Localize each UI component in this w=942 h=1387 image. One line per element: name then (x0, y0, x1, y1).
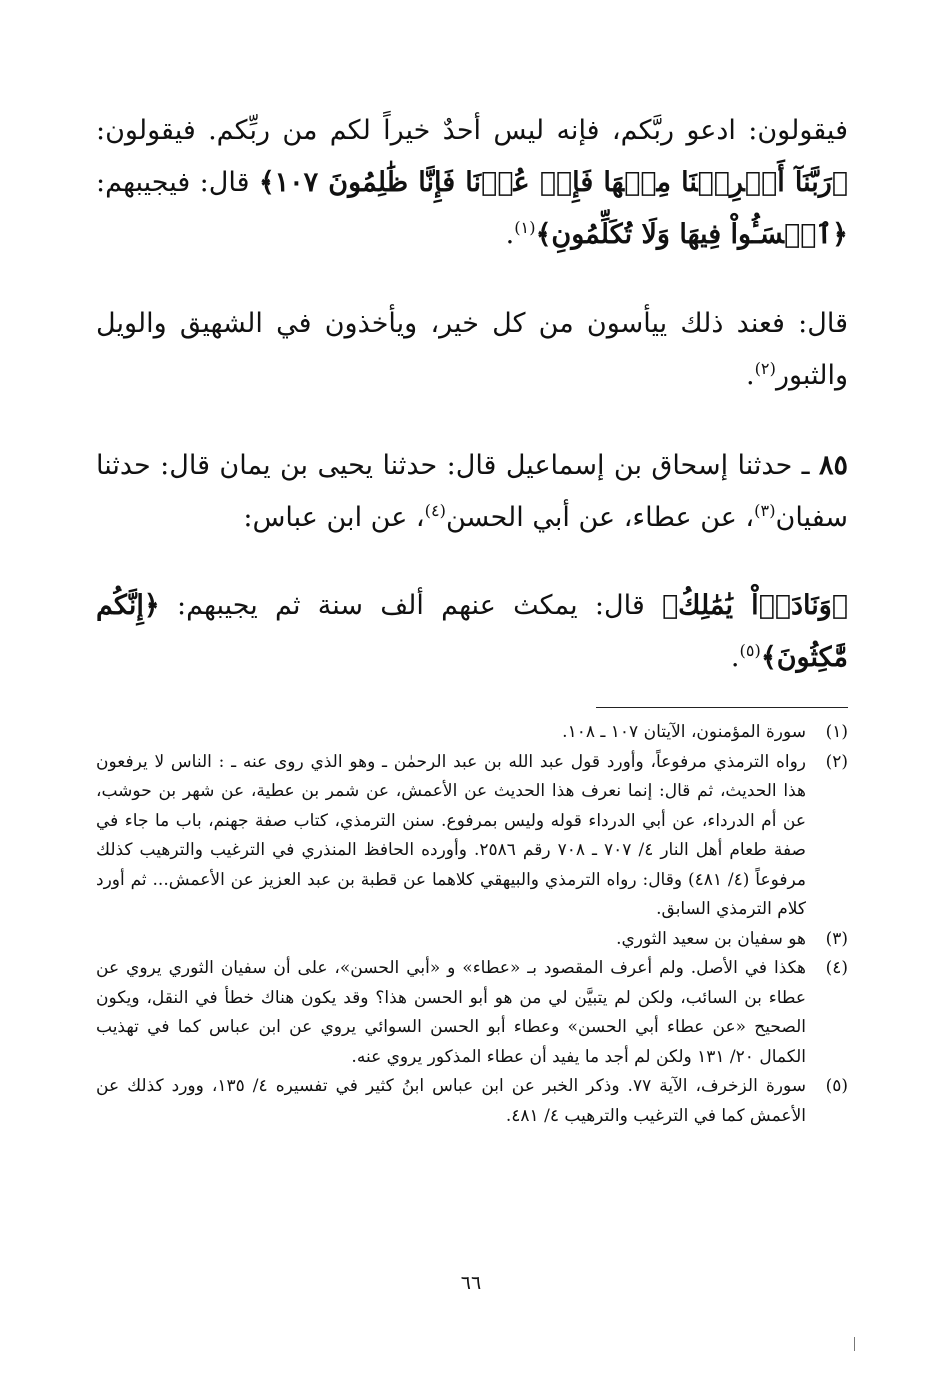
footnote-number: (١) (825, 722, 848, 742)
paragraph-3-text-a: ـ حدثنا إسحاق بن إسماعيل قال: حدثنا يحيى بن يمان قال: حدثنا سفيان (96, 450, 848, 533)
footnotes (96, 718, 848, 1131)
paragraph-3 (96, 440, 848, 544)
footnote-divider (596, 707, 848, 708)
footnote-text: رواه الترمذي مرفوعاً، وأورد قول عبد الله بن عبد الرحمٰن ـ وهو الذي روى عنه ـ : الناس لا يرفعون هذا الحديث، ثم قال: إنما نعرف هذا الحديث عن الأعمش، عن شمر بن عطية، عن شهر بن حوشب، عن أم الدرداء، عن أبي الدرداء قوله وليس بمرفوع. سنن الترمذي، كتاب صفة جهنم، باب ما جاء في صفة طعام أهل النار ٤/ ٧٠٧ ـ ٧٠٨ رقم ٢٥٨٦. وأورده الحافظ المنذري في الترغيب والترهيب كذلك مرفوعاً (٤/ ٤٨١) وقال: رواه الترمذي والبيهقي كلاهما عن قطبة بن عبد العزيز عن الأعمش... ثم أورد كلام الترمذي السابق. (96, 751, 806, 919)
quran-verse-4: ﴿إِنَّكُم مَّٰكِثُونَ﴾ (96, 590, 848, 673)
footnote-ref-1[interactable]: (١) (514, 218, 536, 237)
paragraph-1-end: . (505, 219, 515, 250)
paragraph-1-text-a: فيقولون: ادعو ربَّكم، فإنه ليس أحدٌ خيراً لكم من ربِّكم. فيقولون: (96, 115, 848, 146)
paragraph-4-end: . (730, 642, 740, 673)
scan-mark (854, 1337, 855, 1351)
footnote-3 (96, 925, 848, 955)
footnote-number: (٤) (825, 958, 848, 978)
hadith-number: ٨٥ (818, 450, 848, 481)
footnote-2 (96, 748, 848, 925)
footnote-number: (٢) (825, 751, 848, 772)
paragraph-1 (96, 105, 848, 261)
paragraph-2-text: قال: فعند ذلك ييأسون من كل خير، ويأخذون في الشهيق والويل والثبور (96, 308, 848, 391)
footnote-ref-5[interactable]: (٥) (739, 641, 761, 660)
footnote-number: (٥) (825, 1076, 848, 1096)
footnote-ref-4[interactable]: (٤) (424, 501, 446, 520)
quran-verse-1: ﴿رَبَّنَآ أَخۡرِجۡنَا مِنۡهَا فَإِنۡ عُدۡنَا فَإِنَّا ظَٰلِمُونَ ١٠٧﴾ (258, 167, 848, 198)
paragraph-1-text-b: قال: فيجيبهم: (96, 167, 259, 198)
paragraph-4-text-a: قال: يمكث عنهم ألف سنة ثم يجيبهم: (159, 590, 662, 621)
paragraph-3-text-b: ، عن عطاء، عن أبي الحسن (445, 502, 755, 533)
footnote-text: هكذا في الأصل. ولم أعرف المقصود بـ «عطاء» و «أبي الحسن»، على أن سفيان الثوري يروي عن عطاء بن السائب، ولكن لم يتبيَّن لي من هو أبو الحسن هذا؟ وقد يكون هناك خطأ في النقل، ويكون الصحيح «عن عطاء أبي الحسن» وعطاء أبو الحسن السوائي يروي عن ابن عباس كما في تهذيب الكمال ٢٠/ ١٣١ ولكن لم أجد ما يفيد أن عطاء المذكور يروي عنه. (96, 958, 806, 1067)
paragraph-3-text-c: ، عن ابن عباس: (243, 502, 425, 533)
footnote-text: سورة المؤمنون، الآيتان ١٠٧ ـ ١٠٨. (562, 722, 806, 742)
footnote-1 (96, 718, 848, 748)
footnote-ref-3[interactable]: (٣) (754, 501, 776, 520)
paragraph-2 (96, 298, 848, 402)
quran-verse-3: ﴿وَنَادَوۡاْ يَٰمَٰلِكُ﴾ (661, 590, 848, 621)
paragraph-2-end: . (745, 360, 755, 391)
footnote-ref-2[interactable]: (٢) (754, 359, 776, 378)
footnote-text: هو سفيان بن سعيد الثوري. (616, 928, 806, 949)
quran-verse-2: ﴿ٱخۡسَـُٔواْ فِيهَا وَلَا تُكَلِّمُونِ﴾ (535, 219, 848, 250)
footnote-text: سورة الزخرف، الآية ٧٧. وذكر الخبر عن ابن عباس ابنُ كثير في تفسيره ٤/ ١٣٥، وورد كذلك عن الأعمش كما في الترغيب والترهيب ٤/ ٤٨١. (96, 1076, 806, 1126)
footnote-4 (96, 954, 848, 1072)
footnote-number: (٣) (825, 928, 848, 949)
footnote-5 (96, 1072, 848, 1131)
paragraph-4 (96, 580, 848, 684)
page-number: ٦٦ (460, 1272, 482, 1294)
